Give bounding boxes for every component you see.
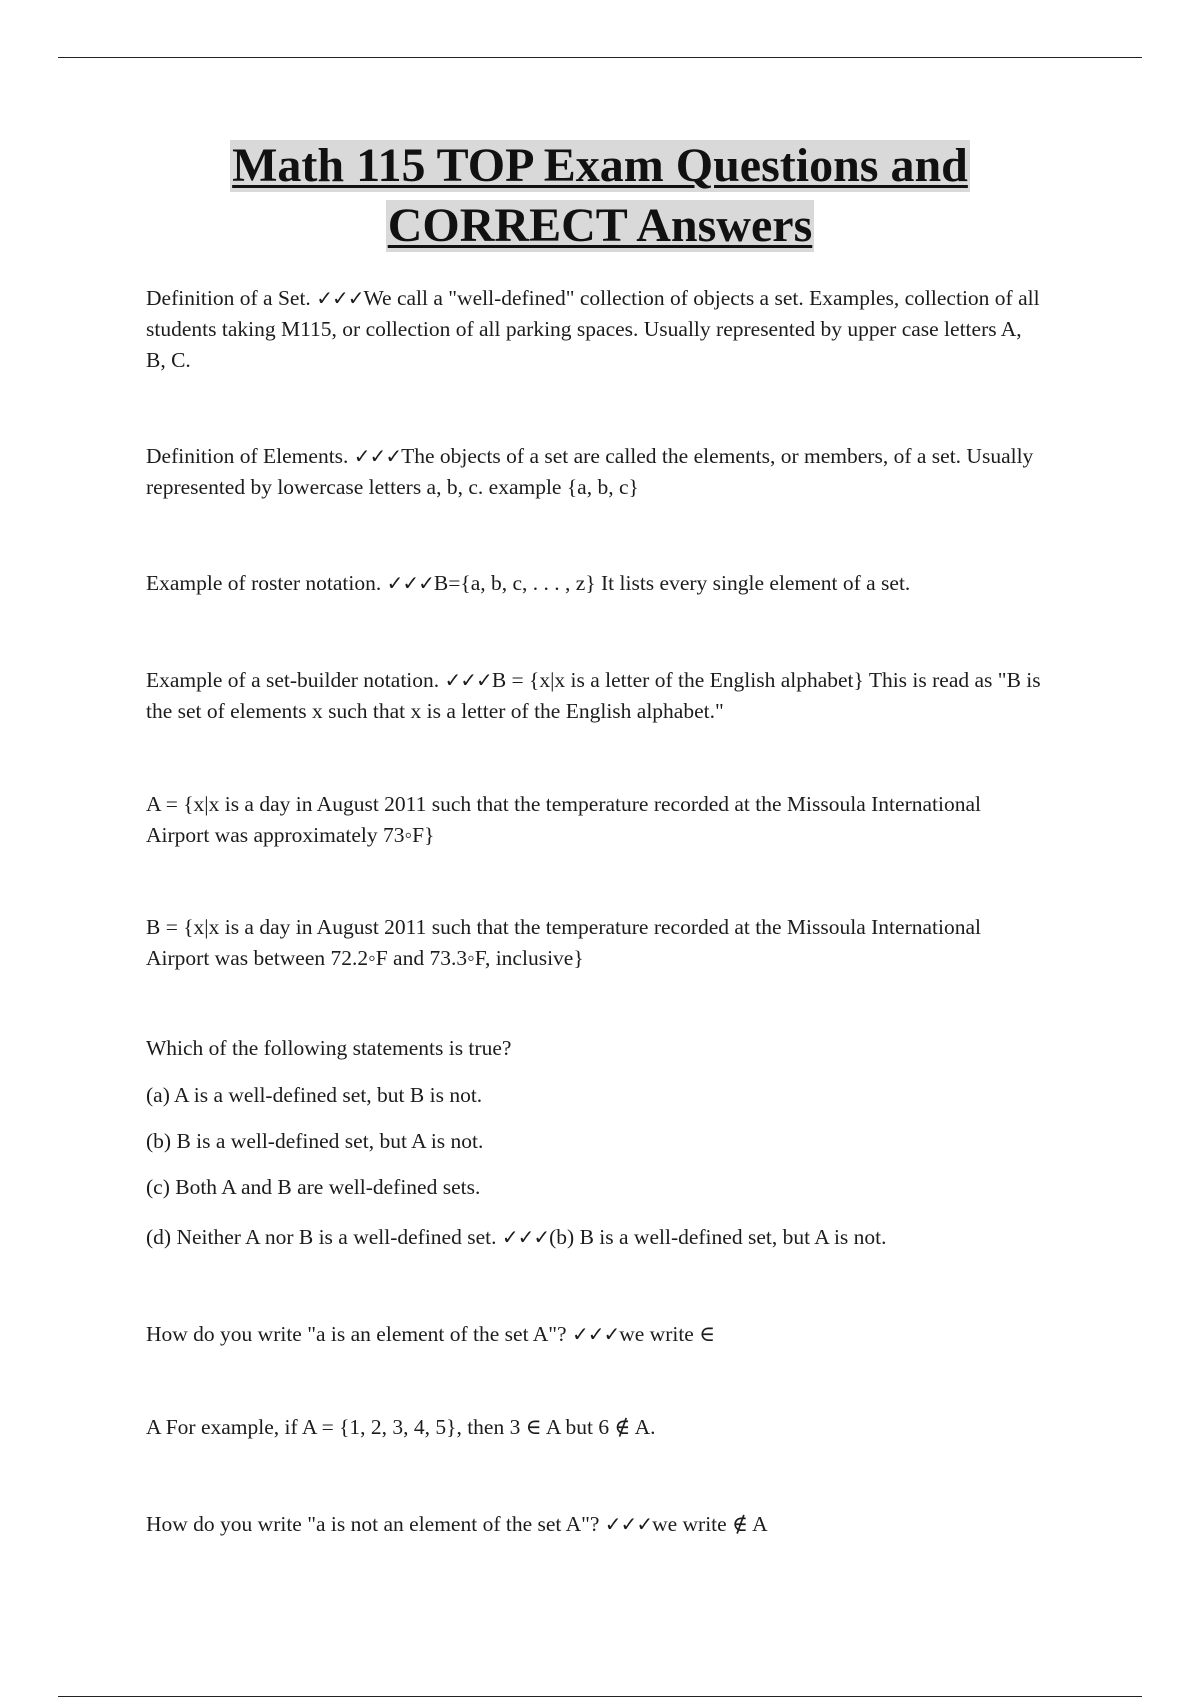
set-a-definition: A = {x|x is a day in August 2011 such that the temperature recorded at the Missoula International Airport was approximately 73◦F} — [146, 792, 981, 847]
item-roster-notation — [146, 568, 1046, 599]
check-icon: ✓✓✓ — [571, 1322, 620, 1346]
page-title — [0, 140, 1200, 260]
item-elements-definition — [146, 441, 1046, 503]
check-icon: ✓✓✓ — [501, 1225, 550, 1249]
answer-text: we write ∈ — [619, 1322, 716, 1346]
title-line-1: Math 115 TOP Exam Questions and — [232, 139, 968, 192]
option-d-answer: (b) B is a well-defined set, but A is not. — [549, 1225, 887, 1249]
question-text: How do you write "a is not an element of the set A"? — [146, 1512, 605, 1536]
element-example: A For example, if A = {1, 2, 3, 4, 5}, then 3 ∈ A but 6 ∉ A. — [146, 1415, 656, 1439]
top-rule — [58, 57, 1142, 58]
item-not-element-notation — [146, 1509, 1046, 1540]
answer-text: we write ∉ A — [652, 1512, 768, 1536]
title-line-2: CORRECT Answers — [387, 199, 813, 252]
item-set-definition — [146, 283, 1046, 376]
answer-text: B = {x|x is a letter of the English alphabet} This is read as "B is the set of elements x such that x is a letter of the English alphabet." — [146, 668, 1041, 723]
answer-text: B={a, b, c, . . . , z} It lists every single element of a set. — [433, 571, 911, 595]
item-element-notation — [146, 1319, 1046, 1350]
check-icon: ✓✓✓ — [316, 286, 364, 310]
option-d-text: (d) Neither A nor B is a well-defined set. — [146, 1225, 502, 1249]
option-c: (c) Both A and B are well-defined sets. — [146, 1175, 481, 1199]
question-text: Definition of a Set. — [146, 286, 317, 310]
answer-text: The objects of a set are called the elements, or members, of a set. Usually represented by lowercase letters a, b, c. example {a, b, c} — [146, 444, 1034, 499]
question-text: How do you write "a is an element of the set A"? — [146, 1322, 572, 1346]
check-icon: ✓✓✓ — [386, 571, 434, 595]
option-d — [146, 1222, 1046, 1253]
answer-text: We call a "well-defined" collection of objects a set. Examples, collection of all students taking M115, or collection of all parking spaces. Usually represented by upper case letters A, B, C. — [146, 286, 1040, 372]
check-icon: ✓✓✓ — [353, 444, 402, 468]
check-icon: ✓✓✓ — [444, 668, 492, 692]
question-text: Definition of Elements. — [146, 444, 354, 468]
question-text: Example of a set-builder notation. — [146, 668, 445, 692]
question-text: Example of roster notation. — [146, 571, 387, 595]
check-icon: ✓✓✓ — [604, 1512, 653, 1536]
bottom-rule — [58, 1696, 1142, 1697]
set-b-definition: B = {x|x is a day in August 2011 such that the temperature recorded at the Missoula International Airport was between 72.2◦F and 73.3◦F, inclusive} — [146, 915, 981, 970]
which-question: Which of the following statements is true? — [146, 1036, 512, 1060]
option-a: (a) A is a well-defined set, but B is not. — [146, 1083, 483, 1107]
item-set-builder-notation — [146, 665, 1046, 727]
option-b: (b) B is a well-defined set, but A is not. — [146, 1129, 484, 1153]
